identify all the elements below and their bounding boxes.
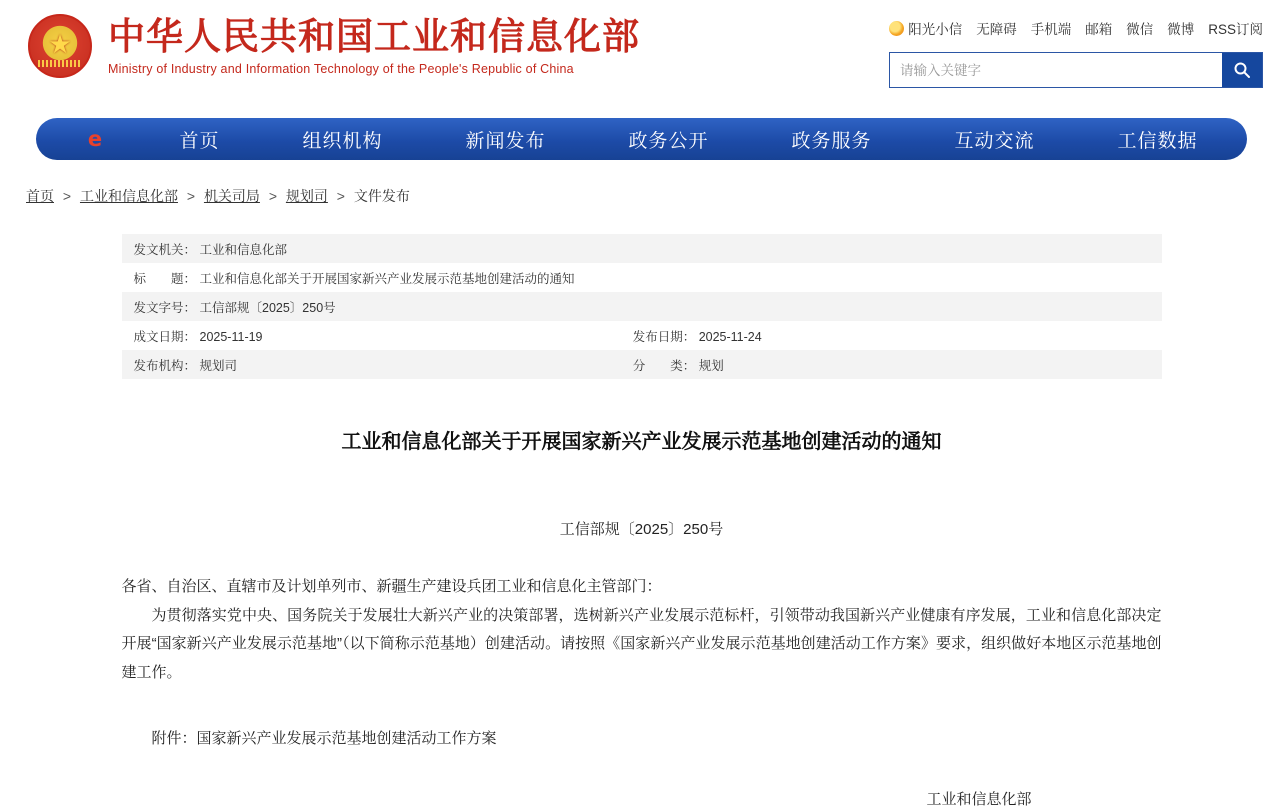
national-emblem-icon bbox=[28, 14, 92, 78]
meta-issuing-authority bbox=[122, 234, 1162, 263]
article-body bbox=[122, 425, 1162, 807]
meta-doc-number-value: 工信部规〔2025〕250号 bbox=[199, 300, 336, 315]
article-salutation: 各省、自治区、直辖市及计划单列市、新疆生产建设兵团工业和信息化主管部门： bbox=[121, 578, 662, 595]
top-link-wechat[interactable]: 微信 bbox=[1126, 22, 1154, 37]
breadcrumb-separator: > bbox=[336, 188, 345, 204]
meta-written-date-label: 成文日期： bbox=[133, 329, 197, 344]
page-title: 工业和信息化部关于开展国家新兴产业发展示范基地创建活动的通知 bbox=[341, 429, 942, 453]
top-link-accessibility[interactable]: 无障碍 bbox=[976, 22, 1017, 37]
nav-item-government-affairs[interactable]: 政务公开 bbox=[628, 129, 709, 152]
site-title-cn: 中华人民共和国工业和信息化部 bbox=[108, 14, 640, 58]
meta-category-label: 分 类： bbox=[632, 358, 696, 373]
breadcrumb bbox=[26, 186, 1283, 206]
meta-publisher bbox=[122, 350, 621, 379]
meta-publisher-value: 规划司 bbox=[199, 358, 238, 373]
nav-item-data[interactable]: 工信数据 bbox=[1117, 129, 1198, 152]
breadcrumb-item-current: 文件发布 bbox=[353, 188, 410, 204]
article-attachment[interactable]: 附件：国家新兴产业发展示范基地创建活动工作方案 bbox=[151, 730, 497, 747]
nav-item-news[interactable]: 新闻发布 bbox=[465, 129, 546, 152]
meta-issuing-authority-value: 工业和信息化部 bbox=[199, 242, 288, 257]
search-button[interactable] bbox=[1222, 53, 1262, 87]
sun-icon bbox=[889, 21, 904, 36]
meta-subject bbox=[122, 263, 1162, 292]
breadcrumb-separator: > bbox=[62, 188, 72, 204]
breadcrumb-item-planning[interactable]: 规划司 bbox=[285, 188, 328, 204]
meta-subject-value: 工业和信息化部关于开展国家新兴产业发展示范基地创建活动的通知 bbox=[199, 271, 575, 286]
top-link-mobile[interactable]: 手机端 bbox=[1030, 22, 1072, 37]
meta-category-value: 规划 bbox=[698, 358, 724, 373]
nav-item-home[interactable]: 首页 bbox=[179, 129, 220, 152]
breadcrumb-separator: > bbox=[186, 188, 196, 204]
article-signature: 工业和信息化部 bbox=[926, 790, 1032, 807]
table-row bbox=[122, 350, 1162, 379]
document-meta-table bbox=[122, 234, 1162, 379]
meta-written-date-value: 2025-11-19 bbox=[199, 329, 263, 344]
breadcrumb-item-departments[interactable]: 机关司局 bbox=[203, 188, 260, 204]
top-link-sunshine[interactable] bbox=[889, 18, 962, 38]
site-header bbox=[0, 0, 1283, 112]
search-bar bbox=[889, 52, 1263, 88]
article-paragraph: 为贯彻落实党中央、国务院关于发展壮大新兴产业的决策部署，选树新兴产业发展示范标杆，引领带动我国新兴产业健康有序发展，工业和信息化部决定开展“国家新兴产业发展示范基地”（以下简称示范基地）创建活动。请按照《国家新兴产业发展示范基地创建活动工作方案》要求，组织做好本地区示范基地创建工作。 bbox=[121, 606, 1162, 681]
meta-subject-label: 标 题： bbox=[133, 271, 197, 286]
search-input[interactable] bbox=[890, 53, 1222, 87]
table-row bbox=[122, 263, 1162, 292]
top-link-weibo[interactable]: 微博 bbox=[1167, 22, 1195, 37]
main-navigation bbox=[36, 118, 1247, 160]
meta-category bbox=[621, 350, 1162, 379]
table-row bbox=[122, 321, 1162, 350]
meta-publisher-label: 发布机构： bbox=[133, 358, 197, 373]
breadcrumb-item-home[interactable]: 首页 bbox=[26, 188, 54, 204]
nav-item-interaction[interactable]: 互动交流 bbox=[954, 129, 1035, 152]
site-title-en: Ministry of Industry and Information Technology of the People's Republic of China bbox=[108, 62, 574, 77]
top-utility-links bbox=[889, 18, 1263, 38]
search-icon bbox=[1233, 61, 1251, 79]
table-row bbox=[122, 292, 1162, 321]
meta-doc-number bbox=[122, 292, 1162, 321]
meta-written-date bbox=[122, 321, 621, 350]
site-logo[interactable] bbox=[28, 14, 640, 78]
nav-item-organization[interactable]: 组织机构 bbox=[302, 129, 383, 152]
meta-publish-date-value: 2025-11-24 bbox=[698, 329, 762, 344]
table-row bbox=[122, 234, 1162, 263]
breadcrumb-separator: > bbox=[268, 188, 278, 204]
top-link-mail[interactable]: 邮箱 bbox=[1085, 22, 1113, 37]
article-doc-number: 工信部规〔2025〕250号 bbox=[559, 521, 724, 538]
miit-e-logo-icon: e bbox=[87, 127, 103, 151]
top-link-sunshine-label: 阳光小信 bbox=[908, 22, 963, 37]
meta-publish-date-label: 发布日期： bbox=[632, 329, 696, 344]
top-link-rss[interactable]: RSS订阅 bbox=[1208, 22, 1263, 37]
meta-doc-number-label: 发文字号： bbox=[133, 300, 197, 315]
nav-item-government-services[interactable]: 政务服务 bbox=[791, 129, 872, 152]
meta-publish-date bbox=[621, 321, 1162, 350]
breadcrumb-item-miit[interactable]: 工业和信息化部 bbox=[79, 188, 178, 204]
meta-issuing-authority-label: 发文机关： bbox=[133, 242, 197, 257]
